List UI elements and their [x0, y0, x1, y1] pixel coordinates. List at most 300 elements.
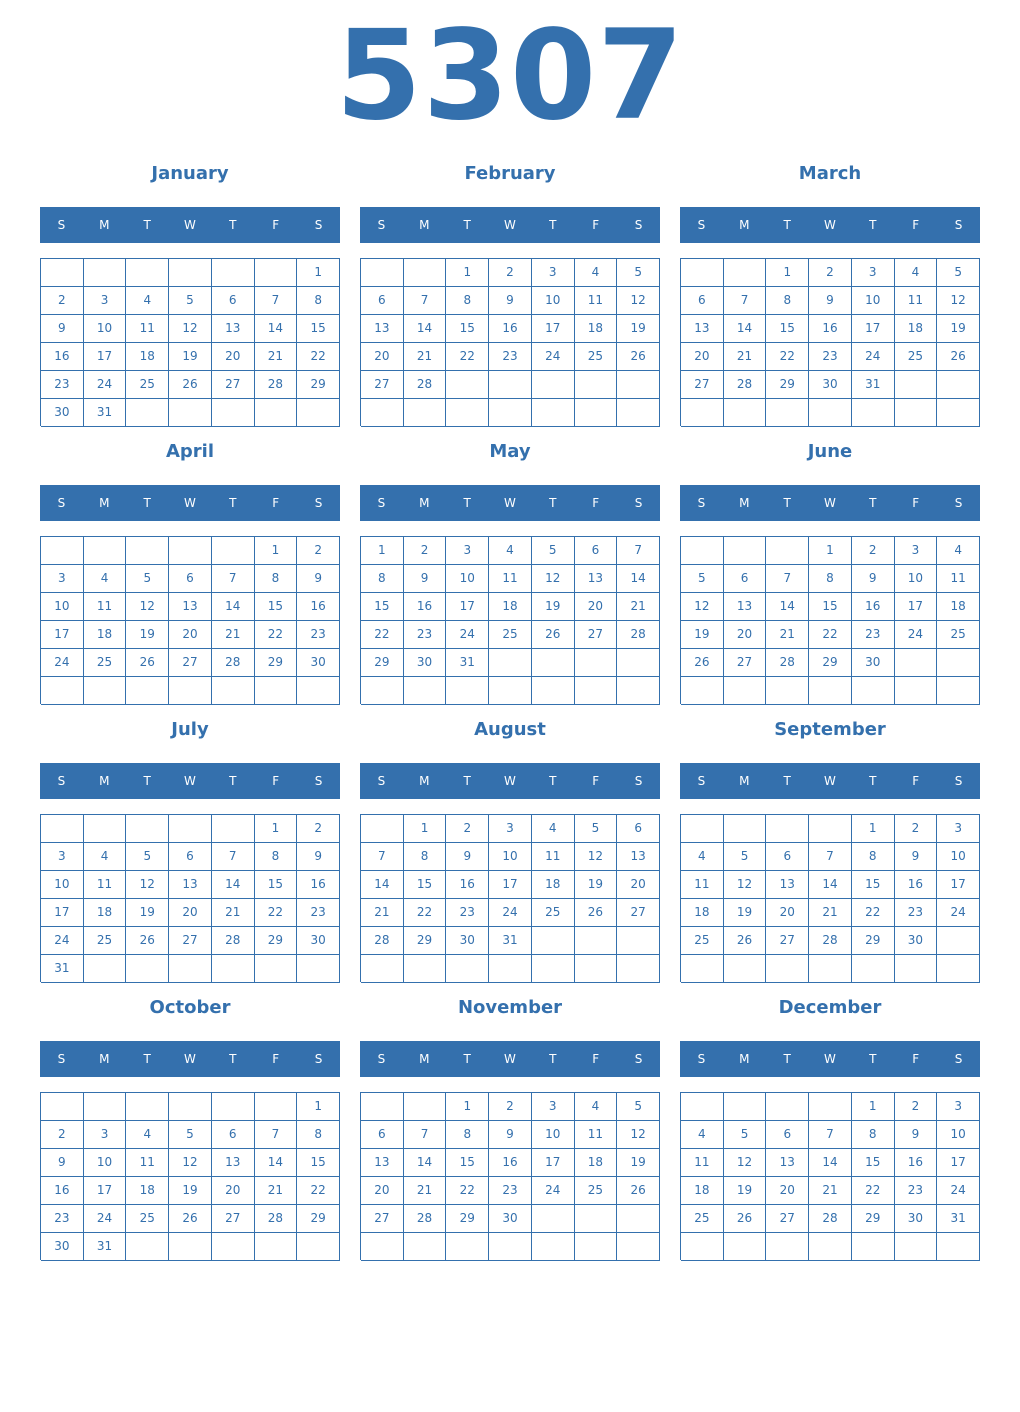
day-cell: 11: [532, 843, 575, 871]
day-cell: 25: [532, 899, 575, 927]
month-name: October: [149, 997, 231, 1018]
day-cell: 15: [255, 593, 298, 621]
day-cell: 27: [361, 371, 404, 399]
day-cell: 7: [404, 287, 447, 315]
empty-day-cell: [681, 537, 724, 565]
weekday-label: T: [229, 774, 237, 788]
day-cell: 12: [724, 1149, 767, 1177]
empty-day-cell: [617, 955, 660, 983]
day-cell: 30: [895, 1205, 938, 1233]
weekday-label: T: [869, 218, 877, 232]
empty-day-cell: [169, 1093, 212, 1121]
day-cell: 6: [766, 843, 809, 871]
day-cell: 16: [895, 1149, 938, 1177]
day-cell: 28: [212, 927, 255, 955]
day-cell: 17: [532, 315, 575, 343]
day-cell: 18: [681, 1177, 724, 1205]
empty-day-cell: [575, 927, 618, 955]
day-cell: 21: [809, 899, 852, 927]
day-cell: 30: [297, 649, 340, 677]
day-cell: 26: [126, 649, 169, 677]
day-cell: 19: [169, 1177, 212, 1205]
weekday-label: T: [463, 496, 471, 510]
weekday-label: W: [824, 774, 836, 788]
day-cell: 5: [617, 1093, 660, 1121]
day-cell: 9: [41, 315, 84, 343]
empty-day-cell: [126, 399, 169, 427]
day-cell: 25: [489, 621, 532, 649]
day-cell: 4: [895, 259, 938, 287]
day-cell: 6: [361, 287, 404, 315]
empty-day-cell: [617, 371, 660, 399]
empty-day-cell: [809, 955, 852, 983]
day-cell: 3: [446, 537, 489, 565]
day-cell: 19: [126, 899, 169, 927]
day-cell: 26: [169, 1205, 212, 1233]
day-cell: 26: [126, 927, 169, 955]
day-cell: 20: [169, 899, 212, 927]
day-cell: 12: [126, 593, 169, 621]
day-cell: 10: [41, 593, 84, 621]
day-cell: 31: [84, 399, 127, 427]
day-cell: 19: [937, 315, 980, 343]
day-cell: 10: [84, 315, 127, 343]
day-cell: 11: [681, 871, 724, 899]
weekday-header: [360, 485, 660, 521]
day-cell: 7: [809, 843, 852, 871]
day-cell: 31: [489, 927, 532, 955]
day-cell: 5: [681, 565, 724, 593]
day-cell: 26: [575, 899, 618, 927]
day-cell: 19: [617, 1149, 660, 1177]
day-cell: 21: [766, 621, 809, 649]
day-cell: 11: [937, 565, 980, 593]
day-cell: 25: [575, 343, 618, 371]
empty-day-cell: [724, 955, 767, 983]
weekday-label: M: [99, 1052, 110, 1066]
day-cell: 16: [489, 315, 532, 343]
weekday-label: F: [272, 1052, 280, 1066]
day-cell: 26: [617, 343, 660, 371]
day-cell: 1: [809, 537, 852, 565]
empty-day-cell: [532, 927, 575, 955]
empty-day-cell: [126, 259, 169, 287]
day-grid: [680, 1092, 980, 1260]
day-cell: 3: [895, 537, 938, 565]
empty-day-cell: [255, 399, 298, 427]
day-cell: 28: [255, 371, 298, 399]
day-cell: 15: [446, 315, 489, 343]
empty-day-cell: [766, 815, 809, 843]
day-cell: 17: [532, 1149, 575, 1177]
empty-day-cell: [212, 955, 255, 983]
weekday-label: S: [57, 218, 66, 232]
day-cell: 24: [532, 1177, 575, 1205]
empty-day-cell: [681, 815, 724, 843]
day-cell: 24: [895, 621, 938, 649]
day-cell: 8: [255, 843, 298, 871]
day-cell: 3: [532, 1093, 575, 1121]
day-cell: 11: [681, 1149, 724, 1177]
day-cell: 19: [724, 899, 767, 927]
day-cell: 17: [41, 899, 84, 927]
empty-day-cell: [169, 677, 212, 705]
empty-day-cell: [895, 677, 938, 705]
day-cell: 21: [212, 899, 255, 927]
weekday-label: W: [184, 1052, 196, 1066]
empty-day-cell: [297, 399, 340, 427]
day-cell: 23: [852, 621, 895, 649]
empty-day-cell: [532, 677, 575, 705]
empty-day-cell: [617, 1233, 660, 1261]
day-cell: 3: [41, 565, 84, 593]
day-cell: 13: [169, 871, 212, 899]
day-cell: 24: [532, 343, 575, 371]
weekday-label: M: [99, 774, 110, 788]
day-cell: 28: [361, 927, 404, 955]
empty-day-cell: [126, 537, 169, 565]
day-cell: 21: [404, 343, 447, 371]
empty-day-cell: [766, 399, 809, 427]
weekday-label: T: [783, 218, 791, 232]
day-cell: 24: [446, 621, 489, 649]
weekday-label: T: [463, 1052, 471, 1066]
day-cell: 11: [84, 593, 127, 621]
day-grid: [360, 814, 660, 982]
day-cell: 27: [617, 899, 660, 927]
day-cell: 31: [84, 1233, 127, 1261]
empty-day-cell: [84, 1093, 127, 1121]
weekday-label: T: [229, 1052, 237, 1066]
day-cell: 5: [126, 843, 169, 871]
day-cell: 8: [255, 565, 298, 593]
weekday-header: [680, 1041, 980, 1077]
empty-day-cell: [532, 1205, 575, 1233]
empty-day-cell: [489, 399, 532, 427]
day-cell: 15: [446, 1149, 489, 1177]
day-cell: 1: [255, 815, 298, 843]
empty-day-cell: [809, 399, 852, 427]
weekday-label: M: [739, 496, 750, 510]
weekday-label: M: [739, 774, 750, 788]
weekday-label: M: [99, 218, 110, 232]
weekday-label: S: [314, 218, 323, 232]
empty-day-cell: [766, 677, 809, 705]
weekday-label: S: [57, 1052, 66, 1066]
empty-day-cell: [724, 399, 767, 427]
empty-day-cell: [532, 649, 575, 677]
day-cell: 18: [84, 621, 127, 649]
day-cell: 28: [617, 621, 660, 649]
empty-day-cell: [41, 537, 84, 565]
day-cell: 16: [852, 593, 895, 621]
empty-day-cell: [212, 399, 255, 427]
month-name: May: [489, 441, 531, 462]
day-cell: 20: [212, 1177, 255, 1205]
day-cell: 15: [361, 593, 404, 621]
day-grid: [40, 814, 340, 982]
weekday-label: S: [634, 496, 643, 510]
year-title: 5307: [335, 4, 685, 148]
empty-day-cell: [169, 259, 212, 287]
weekday-label: W: [504, 496, 516, 510]
weekday-header: [680, 485, 980, 521]
day-cell: 23: [404, 621, 447, 649]
day-cell: 30: [297, 927, 340, 955]
weekday-label: T: [549, 1052, 557, 1066]
weekday-label: T: [143, 218, 151, 232]
day-cell: 26: [724, 1205, 767, 1233]
day-cell: 25: [937, 621, 980, 649]
day-cell: 18: [126, 343, 169, 371]
empty-day-cell: [41, 677, 84, 705]
day-cell: 1: [852, 1093, 895, 1121]
empty-day-cell: [212, 815, 255, 843]
weekday-label: M: [99, 496, 110, 510]
day-cell: 7: [617, 537, 660, 565]
day-cell: 9: [489, 1121, 532, 1149]
day-cell: 15: [766, 315, 809, 343]
day-cell: 12: [169, 315, 212, 343]
day-cell: 17: [895, 593, 938, 621]
empty-day-cell: [297, 955, 340, 983]
day-cell: 22: [446, 1177, 489, 1205]
day-cell: 22: [809, 621, 852, 649]
day-cell: 10: [84, 1149, 127, 1177]
day-cell: 19: [169, 343, 212, 371]
weekday-label: T: [783, 496, 791, 510]
empty-day-cell: [895, 371, 938, 399]
empty-day-cell: [852, 955, 895, 983]
weekday-label: S: [954, 774, 963, 788]
empty-day-cell: [404, 955, 447, 983]
day-cell: 16: [809, 315, 852, 343]
day-cell: 13: [766, 871, 809, 899]
empty-day-cell: [169, 537, 212, 565]
day-cell: 6: [212, 1121, 255, 1149]
day-cell: 10: [852, 287, 895, 315]
day-cell: 14: [255, 315, 298, 343]
weekday-label: F: [592, 1052, 600, 1066]
day-cell: 18: [489, 593, 532, 621]
day-cell: 2: [297, 537, 340, 565]
weekday-label: F: [912, 218, 920, 232]
empty-day-cell: [724, 259, 767, 287]
day-cell: 23: [895, 899, 938, 927]
empty-day-cell: [404, 259, 447, 287]
day-cell: 22: [297, 1177, 340, 1205]
empty-day-cell: [41, 1093, 84, 1121]
day-cell: 14: [404, 1149, 447, 1177]
empty-day-cell: [809, 1233, 852, 1261]
empty-day-cell: [617, 927, 660, 955]
day-grid: [680, 536, 980, 704]
day-cell: 21: [404, 1177, 447, 1205]
weekday-label: W: [184, 218, 196, 232]
weekday-header: [40, 1041, 340, 1077]
day-cell: 14: [404, 315, 447, 343]
weekday-label: W: [504, 774, 516, 788]
day-cell: 30: [41, 399, 84, 427]
day-cell: 15: [852, 1149, 895, 1177]
empty-day-cell: [895, 399, 938, 427]
weekday-label: S: [697, 218, 706, 232]
weekday-label: T: [783, 774, 791, 788]
day-cell: 3: [532, 259, 575, 287]
empty-day-cell: [361, 815, 404, 843]
month-name: December: [778, 997, 882, 1018]
day-cell: 8: [446, 287, 489, 315]
day-cell: 17: [446, 593, 489, 621]
day-cell: 20: [575, 593, 618, 621]
day-cell: 29: [446, 1205, 489, 1233]
day-cell: 28: [809, 927, 852, 955]
weekday-label: T: [229, 218, 237, 232]
empty-day-cell: [361, 955, 404, 983]
day-cell: 11: [126, 315, 169, 343]
weekday-label: F: [592, 774, 600, 788]
day-grid: [360, 258, 660, 426]
weekday-label: S: [697, 774, 706, 788]
day-cell: 20: [212, 343, 255, 371]
day-cell: 5: [575, 815, 618, 843]
day-cell: 3: [937, 1093, 980, 1121]
day-cell: 16: [297, 593, 340, 621]
empty-day-cell: [489, 955, 532, 983]
month-name: February: [464, 163, 556, 184]
day-grid: [360, 536, 660, 704]
day-cell: 2: [41, 287, 84, 315]
weekday-label: T: [143, 496, 151, 510]
day-cell: 22: [766, 343, 809, 371]
empty-day-cell: [617, 677, 660, 705]
empty-day-cell: [446, 399, 489, 427]
day-cell: 7: [404, 1121, 447, 1149]
day-cell: 30: [895, 927, 938, 955]
day-cell: 7: [255, 287, 298, 315]
weekday-label: T: [463, 774, 471, 788]
weekday-label: S: [377, 496, 386, 510]
day-cell: 3: [489, 815, 532, 843]
empty-day-cell: [852, 399, 895, 427]
day-cell: 22: [361, 621, 404, 649]
day-cell: 1: [404, 815, 447, 843]
day-cell: 10: [532, 1121, 575, 1149]
day-grid: [40, 258, 340, 426]
day-cell: 29: [255, 927, 298, 955]
day-cell: 12: [169, 1149, 212, 1177]
day-cell: 29: [361, 649, 404, 677]
empty-day-cell: [489, 649, 532, 677]
empty-day-cell: [404, 677, 447, 705]
day-cell: 4: [84, 565, 127, 593]
day-cell: 11: [84, 871, 127, 899]
weekday-label: T: [549, 218, 557, 232]
empty-day-cell: [361, 399, 404, 427]
day-cell: 15: [852, 871, 895, 899]
empty-day-cell: [489, 371, 532, 399]
day-cell: 19: [575, 871, 618, 899]
empty-day-cell: [255, 1233, 298, 1261]
day-cell: 12: [532, 565, 575, 593]
empty-day-cell: [169, 399, 212, 427]
day-cell: 21: [255, 1177, 298, 1205]
empty-day-cell: [681, 677, 724, 705]
day-cell: 31: [852, 371, 895, 399]
weekday-header: [360, 763, 660, 799]
day-cell: 7: [255, 1121, 298, 1149]
empty-day-cell: [255, 677, 298, 705]
empty-day-cell: [895, 649, 938, 677]
empty-day-cell: [575, 1205, 618, 1233]
weekday-label: S: [697, 496, 706, 510]
day-cell: 14: [255, 1149, 298, 1177]
day-cell: 24: [937, 1177, 980, 1205]
day-cell: 2: [446, 815, 489, 843]
day-cell: 1: [446, 1093, 489, 1121]
day-cell: 18: [681, 899, 724, 927]
day-cell: 25: [681, 1205, 724, 1233]
day-cell: 4: [84, 843, 127, 871]
day-cell: 19: [126, 621, 169, 649]
day-cell: 28: [255, 1205, 298, 1233]
day-cell: 2: [895, 815, 938, 843]
day-cell: 31: [41, 955, 84, 983]
weekday-label: M: [419, 774, 430, 788]
day-cell: 30: [446, 927, 489, 955]
weekday-label: F: [272, 496, 280, 510]
day-cell: 1: [446, 259, 489, 287]
day-cell: 22: [255, 621, 298, 649]
day-cell: 28: [404, 371, 447, 399]
day-cell: 30: [489, 1205, 532, 1233]
day-cell: 16: [41, 1177, 84, 1205]
day-cell: 13: [361, 315, 404, 343]
day-cell: 7: [212, 843, 255, 871]
day-cell: 16: [404, 593, 447, 621]
day-cell: 17: [84, 343, 127, 371]
day-cell: 16: [489, 1149, 532, 1177]
day-cell: 23: [41, 371, 84, 399]
empty-day-cell: [169, 1233, 212, 1261]
day-cell: 31: [937, 1205, 980, 1233]
day-cell: 29: [297, 1205, 340, 1233]
day-cell: 28: [404, 1205, 447, 1233]
empty-day-cell: [446, 371, 489, 399]
day-cell: 23: [297, 899, 340, 927]
weekday-label: M: [419, 1052, 430, 1066]
day-cell: 1: [297, 1093, 340, 1121]
day-cell: 18: [575, 315, 618, 343]
day-cell: 2: [297, 815, 340, 843]
day-cell: 26: [937, 343, 980, 371]
day-cell: 13: [575, 565, 618, 593]
day-cell: 10: [446, 565, 489, 593]
weekday-label: F: [912, 774, 920, 788]
weekday-label: S: [377, 218, 386, 232]
empty-day-cell: [212, 537, 255, 565]
empty-day-cell: [255, 259, 298, 287]
weekday-label: T: [143, 1052, 151, 1066]
empty-day-cell: [255, 1093, 298, 1121]
weekday-label: F: [912, 496, 920, 510]
day-cell: 9: [852, 565, 895, 593]
day-cell: 14: [212, 593, 255, 621]
day-cell: 15: [255, 871, 298, 899]
empty-day-cell: [404, 399, 447, 427]
weekday-label: S: [634, 1052, 643, 1066]
weekday-label: W: [824, 218, 836, 232]
